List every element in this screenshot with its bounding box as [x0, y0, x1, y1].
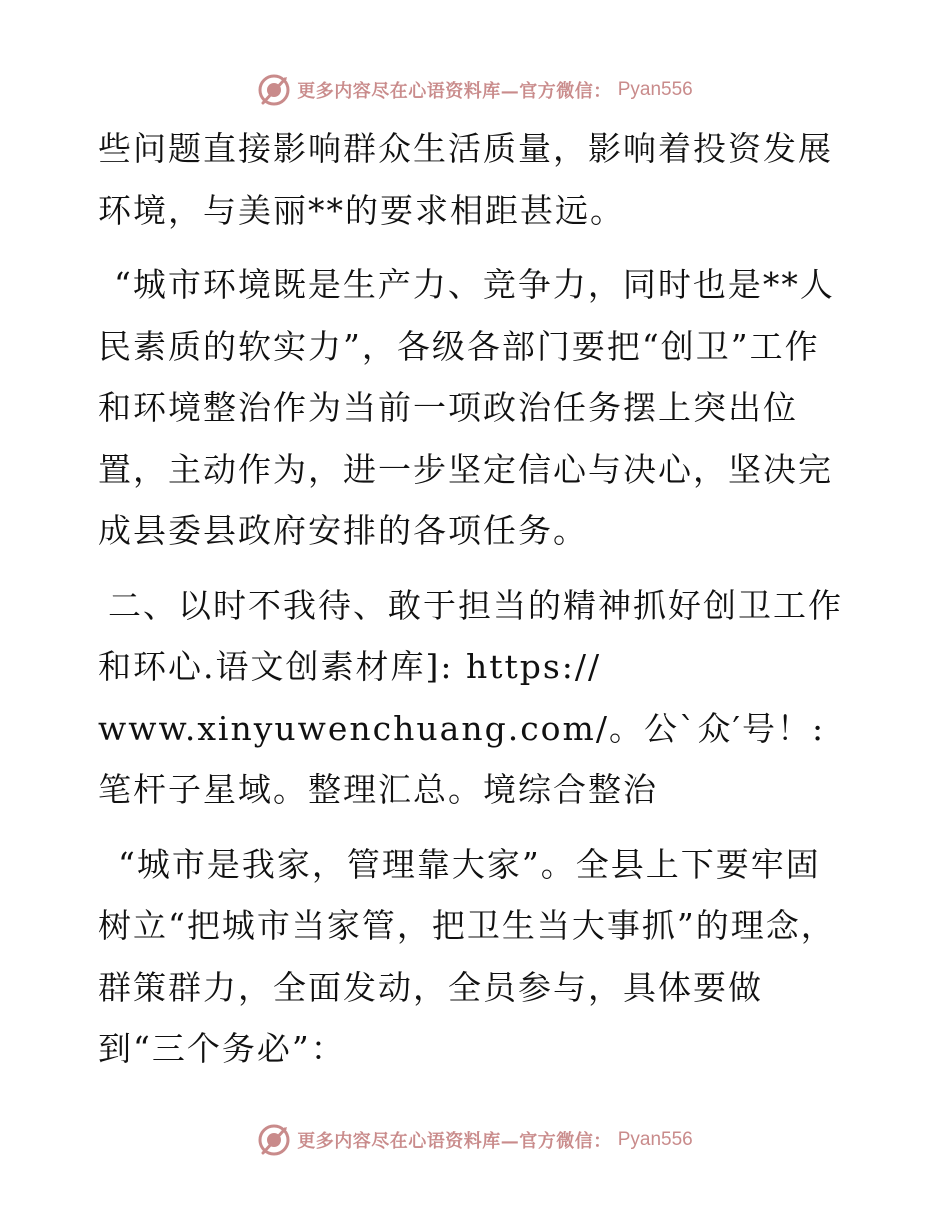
header-watermark-text: 更多内容尽在心语资料库—官方微信：: [297, 81, 612, 102]
quill-seal-icon: [257, 73, 291, 107]
header-watermark-id: Pyan556: [617, 79, 693, 100]
document-body: [98, 118, 850, 1080]
quill-seal-icon: [257, 1123, 291, 1157]
paragraph-1: 些问题直接影响群众生活质量，影响着投资发展环境，与美丽**的要求相距甚远。: [98, 129, 833, 230]
paragraph-2: “城市环境既是生产力、竞争力，同时也是**人民素质的软实力”，各级各部门要把“创卫”工作和环境整治作为当前一项政治任务摆上突出位置，主动作为，进一步坚定信心与决心，坚决完成县委县政府安排的各项任务。: [98, 265, 835, 550]
footer-watermark-id: Pyan556: [617, 1129, 693, 1150]
section-heading-2: 二、以时不我待、敢于担当的精神抓好创卫工作和环心.语文创素材库]: https://: [98, 585, 843, 686]
footer-watermark: [0, 1120, 950, 1160]
header-watermark: [0, 70, 950, 110]
paragraph-3: www.xinyuwenchuang.com/。公`众′号！: 笔杆子星域。整理汇总。境综合整治: [98, 708, 826, 809]
footer-watermark-text: 更多内容尽在心语资料库—官方微信：: [297, 1131, 612, 1152]
paragraph-4: “城市是我家，管理靠大家”。全县上下要牢固树立“把城市当家管，把卫生当大事抓”的理念，群策群力，全面发动，全员参与，具体要做到“三个务必”：: [98, 844, 836, 1068]
